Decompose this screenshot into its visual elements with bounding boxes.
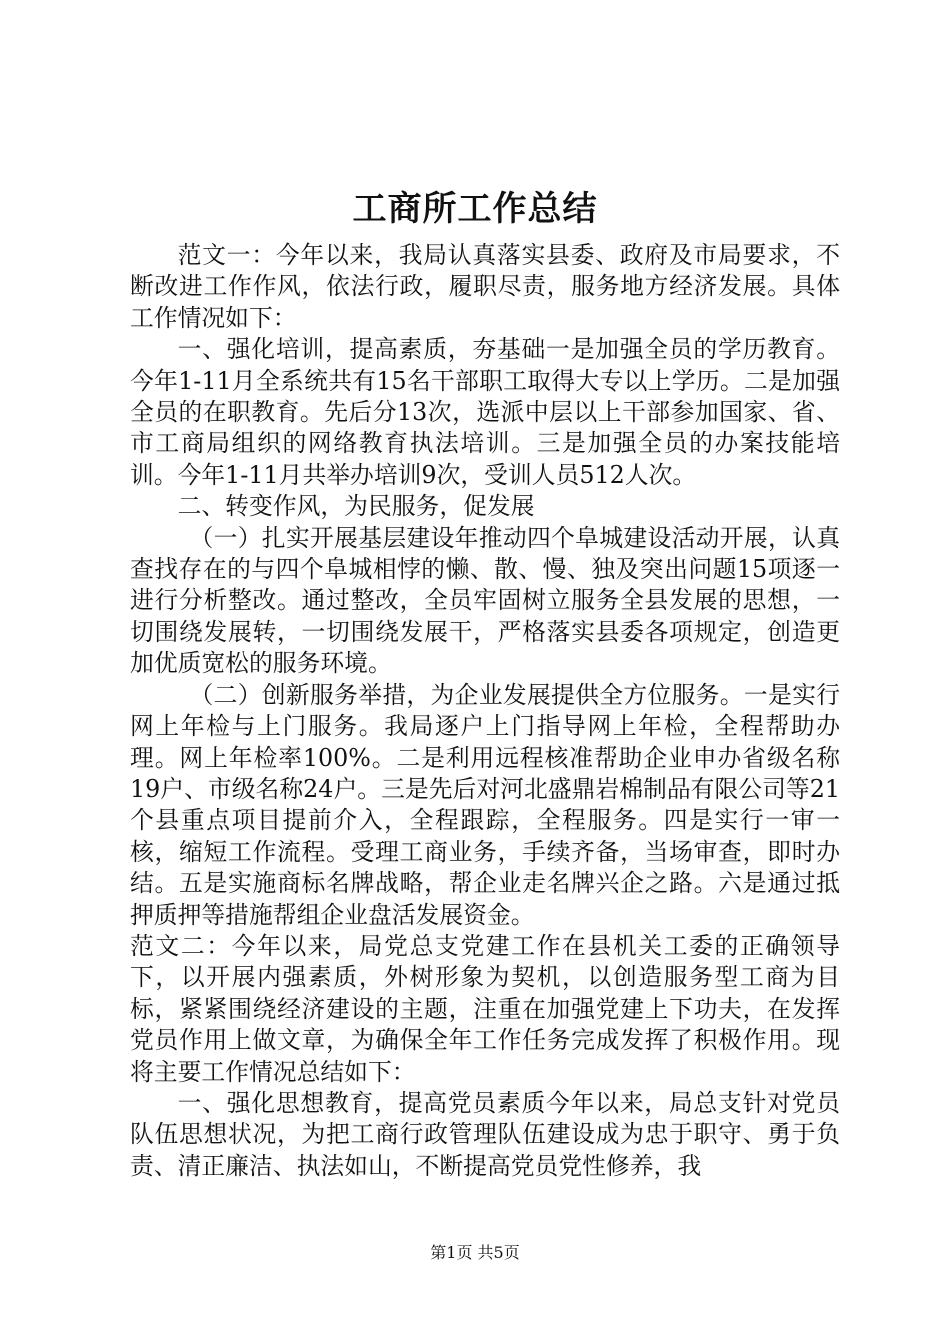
document-body <box>130 240 840 1182</box>
document-title: 工商所工作总结 <box>352 189 598 229</box>
paragraph-section-training: 一、强化培训，提高素质，夯基础一是加强全员的学历教育。今年1-11月全系统共有15名干部职工取得大专以上学历。二是加强全员的在职教育。先后分13次，选派中层以上干部参加国家、省、市工商局组织的网络教育执法培训。三是加强全员的办案技能培训。今年1-11月共举办培训9次，受训人员512人次。 <box>130 335 840 489</box>
paragraph-intro-sample-1: 范文一：今年以来，我局认真落实县委、政府及市局要求，不断改进工作作风，依法行政，履职尽责，服务地方经济发展。具体工作情况如下： <box>130 241 840 332</box>
paragraph-section-education: 一、强化思想教育，提高党员素质今年以来，局总支针对党员队伍思想状况，为把工商行政管理队伍建设成为忠于职守、勇于负责、清正廉洁、执法如山，不断提高党员党性修养，我 <box>130 1088 840 1180</box>
paragraph-subsection-1: （一）扎实开展基层建设年推动四个阜城建设活动开展，认真查找存在的与四个阜城相悖的懒、散、慢、独及突出问题15项逐一进行分析整改。通过整改，全员牢固树立服务全县发展的思想，一切围绕发展转，一切围绕发展干，严格落实县委各项规定，创造更加优质宽松的服务环境。 <box>130 523 840 678</box>
paragraph-intro-sample-2: 范文二：今年以来，局党总支党建工作在县机关工委的正确领导下，以开展内强素质，外树形象为契机，以创造服务型工商为目标，紧紧围绕经济建设的主题，注重在加强党建上下功夫，在发挥党员作用上做文章，为确保全年工作任务完成发挥了积极作用。现将主要工作情况总结如下： <box>130 931 840 1086</box>
paragraph-section-heading-style: 二、转变作风，为民服务，促发展 <box>177 492 535 521</box>
page-number-footer: 第1页 共5页 <box>430 1243 520 1262</box>
paragraph-subsection-2: （二）创新服务举措，为企业发展提供全方位服务。一是实行网上年检与上门服务。我局逐户上门指导网上年检，全程帮助办理。网上年检率100%。二是利用远程核准帮助企业申办省级名称19户、市级名称24户。三是先后对河北盛鼎岩棉制品有限公司等21个县重点项目提前介入，全程跟踪，全程服务。四是实行一审一核，缩短工作流程。受理工商业务，手续齐备，当场审查，即时办结。五是实施商标名牌战略，帮企业走名牌兴企之路。六是通过抵押质押等措施帮组企业盘活发展资金。 <box>130 680 840 929</box>
